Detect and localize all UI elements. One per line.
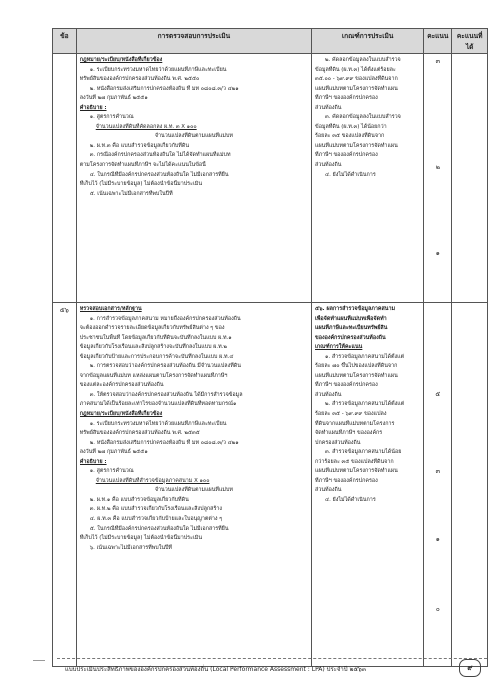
header-criteria: เกณฑ์การประเมิน: [312, 29, 424, 54]
text-line: ที่ภาษีฯ ขององค์กรปกครอง: [315, 95, 378, 102]
text-line: ของแต่ละองค์กรปกครองส่วนท้องถิ่น: [79, 382, 164, 389]
text-line: ประชาชนในพื้นที่ โดยข้อมูลเกี่ยวกับที่ดินจะบันทึกลงในแบบ ผ.ท.๑: [79, 334, 232, 341]
text-line: ข้อมูลเกี่ยวกับป้ายและการประกอบการค้าจะบันทึกลงในแบบ ผ.ท.๔: [79, 353, 234, 360]
text-line: ปกครองส่วนท้องถิ่น: [315, 439, 361, 446]
text-line: ทรัพย์สินขององค์กรปกครองส่วนท้องถิ่น พ.ศ. ๒๕๓๕: [79, 430, 200, 437]
table-header-row: [53, 29, 488, 54]
formula-numerator: จำนวนแปลงที่ดินที่คัดลอกลง ผ.ท. ๓ X ๑๐๐: [95, 123, 197, 130]
table-row: [53, 54, 488, 303]
text-line: ร้อยละ ๓๕ - ๖๙.๙๙ ของแปลง: [315, 411, 387, 418]
text-line: ๒. คัดลอกข้อมูลลงในแบบสำรวจ: [325, 57, 401, 63]
text-line: ๓. กรณีองค์กรปกครองส่วนท้องถิ่นใด ไม่ได้จัดทำแผนที่แม่บท: [89, 152, 231, 159]
text-line: ลงวันที่ ๒๗ กุมภาพันธ์ ๒๕๕๑: [79, 95, 148, 102]
score-value: ๑: [435, 249, 440, 257]
text-line: ๓. ผ.ท.๒ คือ แบบสำรวจเกี่ยวกับโรงเรือนและสิ่งปลูกสร้าง: [89, 506, 223, 513]
text-line: แผนที่แม่บทตามโครงการจัดทำแผน: [315, 372, 398, 379]
row1-got: [452, 54, 488, 303]
text-line: ๑. การสำรวจข้อมูลภาคสนาม หมายถึงองค์กรปกครองส่วนท้องถิ่น: [89, 315, 241, 322]
margin-rule: [33, 660, 45, 661]
text-line: ส่วนท้องถิ่น: [315, 104, 342, 111]
header-score: คะแนน: [424, 29, 452, 54]
explanation-heading: คำอธิบาย :: [79, 104, 107, 111]
text-line: แผนที่แม่บทตามโครงการจัดทำแผน: [315, 468, 398, 475]
text-line: ๒. หนังสือกรมส่งเสริมการปกครองท้องถิ่น ที่ มท ๐๘๐๘.๓/ว ๔๒๑: [89, 85, 239, 92]
score-value: ๓: [435, 467, 440, 475]
row1-score: [424, 54, 452, 303]
text-line: ส่วนท้องถิ่น: [315, 391, 342, 398]
text-line: ๑. สูตรการคำนวณ: [89, 468, 134, 475]
text-line: ๔. ผ.ท.๓ คือ แบบสำรวจเกี่ยวกับป้ายและใบอนุญาตต่าง ๆ: [89, 516, 223, 523]
text-line: ร้อยละ ๓๕ ของแปลงที่ดินจาก: [315, 133, 385, 140]
explanation-heading: คำอธิบาย :: [79, 458, 107, 465]
text-line: ที่ดินจากแผนที่แม่บทตามโครงการ: [315, 420, 395, 427]
text-line: ๖. เน้นเฉพาะไม่มีเอกสารที่พบในปีที่: [89, 544, 172, 551]
score-value: ๕: [435, 390, 441, 398]
assessment-table: [52, 28, 488, 667]
text-line: ส่วนท้องถิ่น: [315, 487, 342, 494]
text-line: จัดทำแผนที่ภาษีฯ ขององค์กร: [315, 430, 383, 437]
text-line: จากข้อมูลแผนที่แม่บท แหล่งแผนตามโครงการจัดทำแผนที่ภาษีฯ: [79, 372, 228, 379]
legal-heading: กฎหมาย/ระเบียบ/หนังสือที่เกี่ยวข้อง: [79, 411, 163, 418]
header-got: คะแนนที่ได้: [452, 29, 488, 54]
text-line: ที่ภาษีฯ ขององค์กรปกครอง: [315, 477, 378, 484]
text-line: ที่ภาษีฯ ขององค์กรปกครอง: [315, 382, 378, 389]
score-value: ๐: [435, 605, 440, 613]
text-line: ๒. ผ.ท.๑ คือ แบบสำรวจข้อมูลเกี่ยวกับที่ดิน: [89, 496, 189, 503]
scoring-heading: เกณฑ์การให้คะแนน: [315, 344, 363, 351]
score-value: ๑: [435, 535, 440, 543]
text-line: ๔. ยังไม่ได้ดำเนินการ: [325, 496, 376, 503]
text-line: ภาคสนามได้เป็นร้อยละเท่าไรของจำนวนแปลงที่ดินที่ทอดทามกรณ์๑: [79, 401, 237, 408]
text-line: ตามโครงการจัดทำแผนที่ภาษีฯ จะไม่ได้คะแนนในข้อนี้: [79, 162, 206, 169]
footer-title: แบบประเมินประสิทธิภาพขององค์กรปกครองส่วนท้องถิ่น (Local Performance Assessment : LPA) ประจำปี ๒๕๖๓: [65, 666, 366, 673]
text-line: ๓๕.๐๐ - ๖๙.๙๙ ของแปลงที่ดินจาก: [315, 76, 398, 83]
criteria-title: เพื่อจัดทำแผนที่แม่บทเพื่อจัดทำ: [315, 315, 387, 322]
row1-criteria: [312, 54, 424, 303]
legal-heading: กฎหมาย/ระเบียบ/หนังสือที่เกี่ยวข้อง: [79, 57, 163, 63]
row1-no: [53, 54, 77, 303]
table-row: [53, 303, 488, 667]
text-line: แผนที่แม่บทตามโครงการจัดทำแผน: [315, 142, 398, 149]
text-line: ๔. ยังไม่ได้ดำเนินการ: [325, 171, 376, 178]
text-line: กว่าร้อยละ ๓๕ ของแปลงที่ดินจาก: [315, 458, 394, 465]
row1-item: [76, 54, 311, 303]
row2-got: [452, 303, 488, 667]
evidence-heading: หรวจสอบเอกสาร/หลักฐาน: [79, 306, 142, 312]
text-line: ส่วนท้องถิ่น: [315, 162, 342, 169]
text-line: ๑. สูตรการคำนวณ: [89, 114, 134, 121]
text-line: ที่เก็บไว้ (ไม่มีระบายข้อมูล) ไม่ต้องนำข้อนี้มาประเมิน: [79, 181, 203, 188]
text-line: ๒. การตรวจสอบว่าองค์กรปกครองส่วนท้องถิ่น มีจำนวนแปลงที่ดิน: [89, 363, 241, 370]
text-line: ๒. สำรวจข้อมูลภาคสนามได้ตั้งแต่: [325, 401, 405, 408]
row2-no: ๕๖: [53, 303, 77, 667]
formula-numerator: จำนวนแปลงที่ดินที่สำรวจข้อมูลภาคสนาม X ๑๐๐: [95, 477, 210, 484]
text-line: ข้อมูลที่ดิน (ผ.ท.๓) ได้ตั้งแต่ร้อยละ: [315, 66, 396, 73]
text-line: ๕. ในกรณีที่มีองค์กรปกครองส่วนท้องถิ่นใด ไม่มีเอกสารที่ยืน: [89, 525, 229, 532]
header-item: การตรวจสอบการประเมิน: [76, 29, 311, 54]
text-line: แผนที่แม่บทตามโครงการจัดทำแผน: [315, 85, 398, 92]
text-line: ๑. ระเบียบกระทรวงมหาดไทยว่าด้วยแผนที่ภาษีและทะเบียน: [89, 420, 227, 427]
text-line: ๓. สำรวจข้อมูลภาคสนามได้น้อย: [325, 449, 402, 456]
text-line: ๒. ผ.ท.๓ คือ แบบสำรวจข้อมูลเกี่ยวกับที่ดิน: [89, 142, 190, 149]
text-line: ๕. เน้นเฉพาะไม่มีเอกสารที่พบในปีที่: [89, 190, 173, 197]
formula-denominator: จำนวนแปลงที่ดินตามแผนที่แม่บท: [154, 133, 233, 140]
text-line: ๓. คัดลอกข้อมูลลงในแบบสำรวจ: [325, 114, 401, 121]
row2-item: [76, 303, 311, 667]
text-line: ๔. ในกรณีที่มีองค์กรปกครองส่วนท้องถิ่นใด ไม่มีเอกสารที่ยืน: [89, 171, 229, 178]
text-line: ๑. ระเบียบกระทรวงมหาดไทยว่าด้วยแผนที่ภาษีและทะเบียน: [89, 66, 227, 73]
text-line: ลงวันที่ ๒๗ กุมภาพันธ์ ๒๕๕๑: [79, 449, 148, 456]
formula-denominator: จำนวนแปลงที่ดินตามแผนที่แม่บท: [154, 487, 233, 494]
text-line: ข้อมูลเกี่ยวกับโรงเรือนและสิ่งปลูกสร้างจะบันทึกลงในแบบ ผ.ท.๒: [79, 344, 227, 351]
row2-criteria: [312, 303, 424, 667]
criteria-title: ๕๖. ผลการสำรวจข้อมูลภาคสนาม: [315, 306, 396, 312]
criteria-title: แผนที่ภาษีและทะเบียนทรัพย์สิน: [315, 325, 388, 332]
criteria-title: ขององค์กรปกครองส่วนท้องถิ่น: [315, 334, 386, 341]
text-line: ที่เก็บไว้ (ไม่มีระบายข้อมูล) ไม่ต้องนำข้อนี้มาประเมิน: [79, 535, 203, 542]
text-line: ๑. สำรวจข้อมูลภาคสนามได้ตั้งแต่: [325, 353, 405, 360]
text-line: จะต้องออกดำรวจรายละเอียดข้อมูลเกี่ยวกับทรัพย์สินต่าง ๆ ของ: [79, 325, 225, 332]
page-footer: [57, 658, 487, 677]
page-number: ๙: [459, 659, 481, 677]
header-no: ข้อ: [53, 29, 77, 54]
text-line: ๓. ให้ตรวจสอบว่าองค์กรปกครองส่วนท้องถิ่น ได้มีการสำรวจข้อมูล: [89, 391, 243, 398]
score-value: ๓: [435, 57, 440, 65]
text-line: ๒. หนังสือกรมส่งเสริมการปกครองท้องถิ่น ที่ มท ๐๘๐๘.๓/ว ๔๒๑: [89, 439, 239, 446]
row2-score: [424, 303, 452, 667]
text-line: ที่ภาษีฯ ขององค์กรปกครอง: [315, 152, 378, 159]
score-value: ๒: [435, 163, 440, 171]
text-line: ทรัพย์สินขององค์กรปกครองส่วนท้องถิ่น พ.ศ. ๒๕๕๐: [79, 76, 200, 83]
text-line: ร้อยละ ๗๐ ขึ้นไปของแปลงที่ดินจาก: [315, 363, 398, 370]
text-line: ข้อมูลที่ดิน (ผ.ท.๓) ได้น้อยกว่า: [315, 123, 387, 130]
